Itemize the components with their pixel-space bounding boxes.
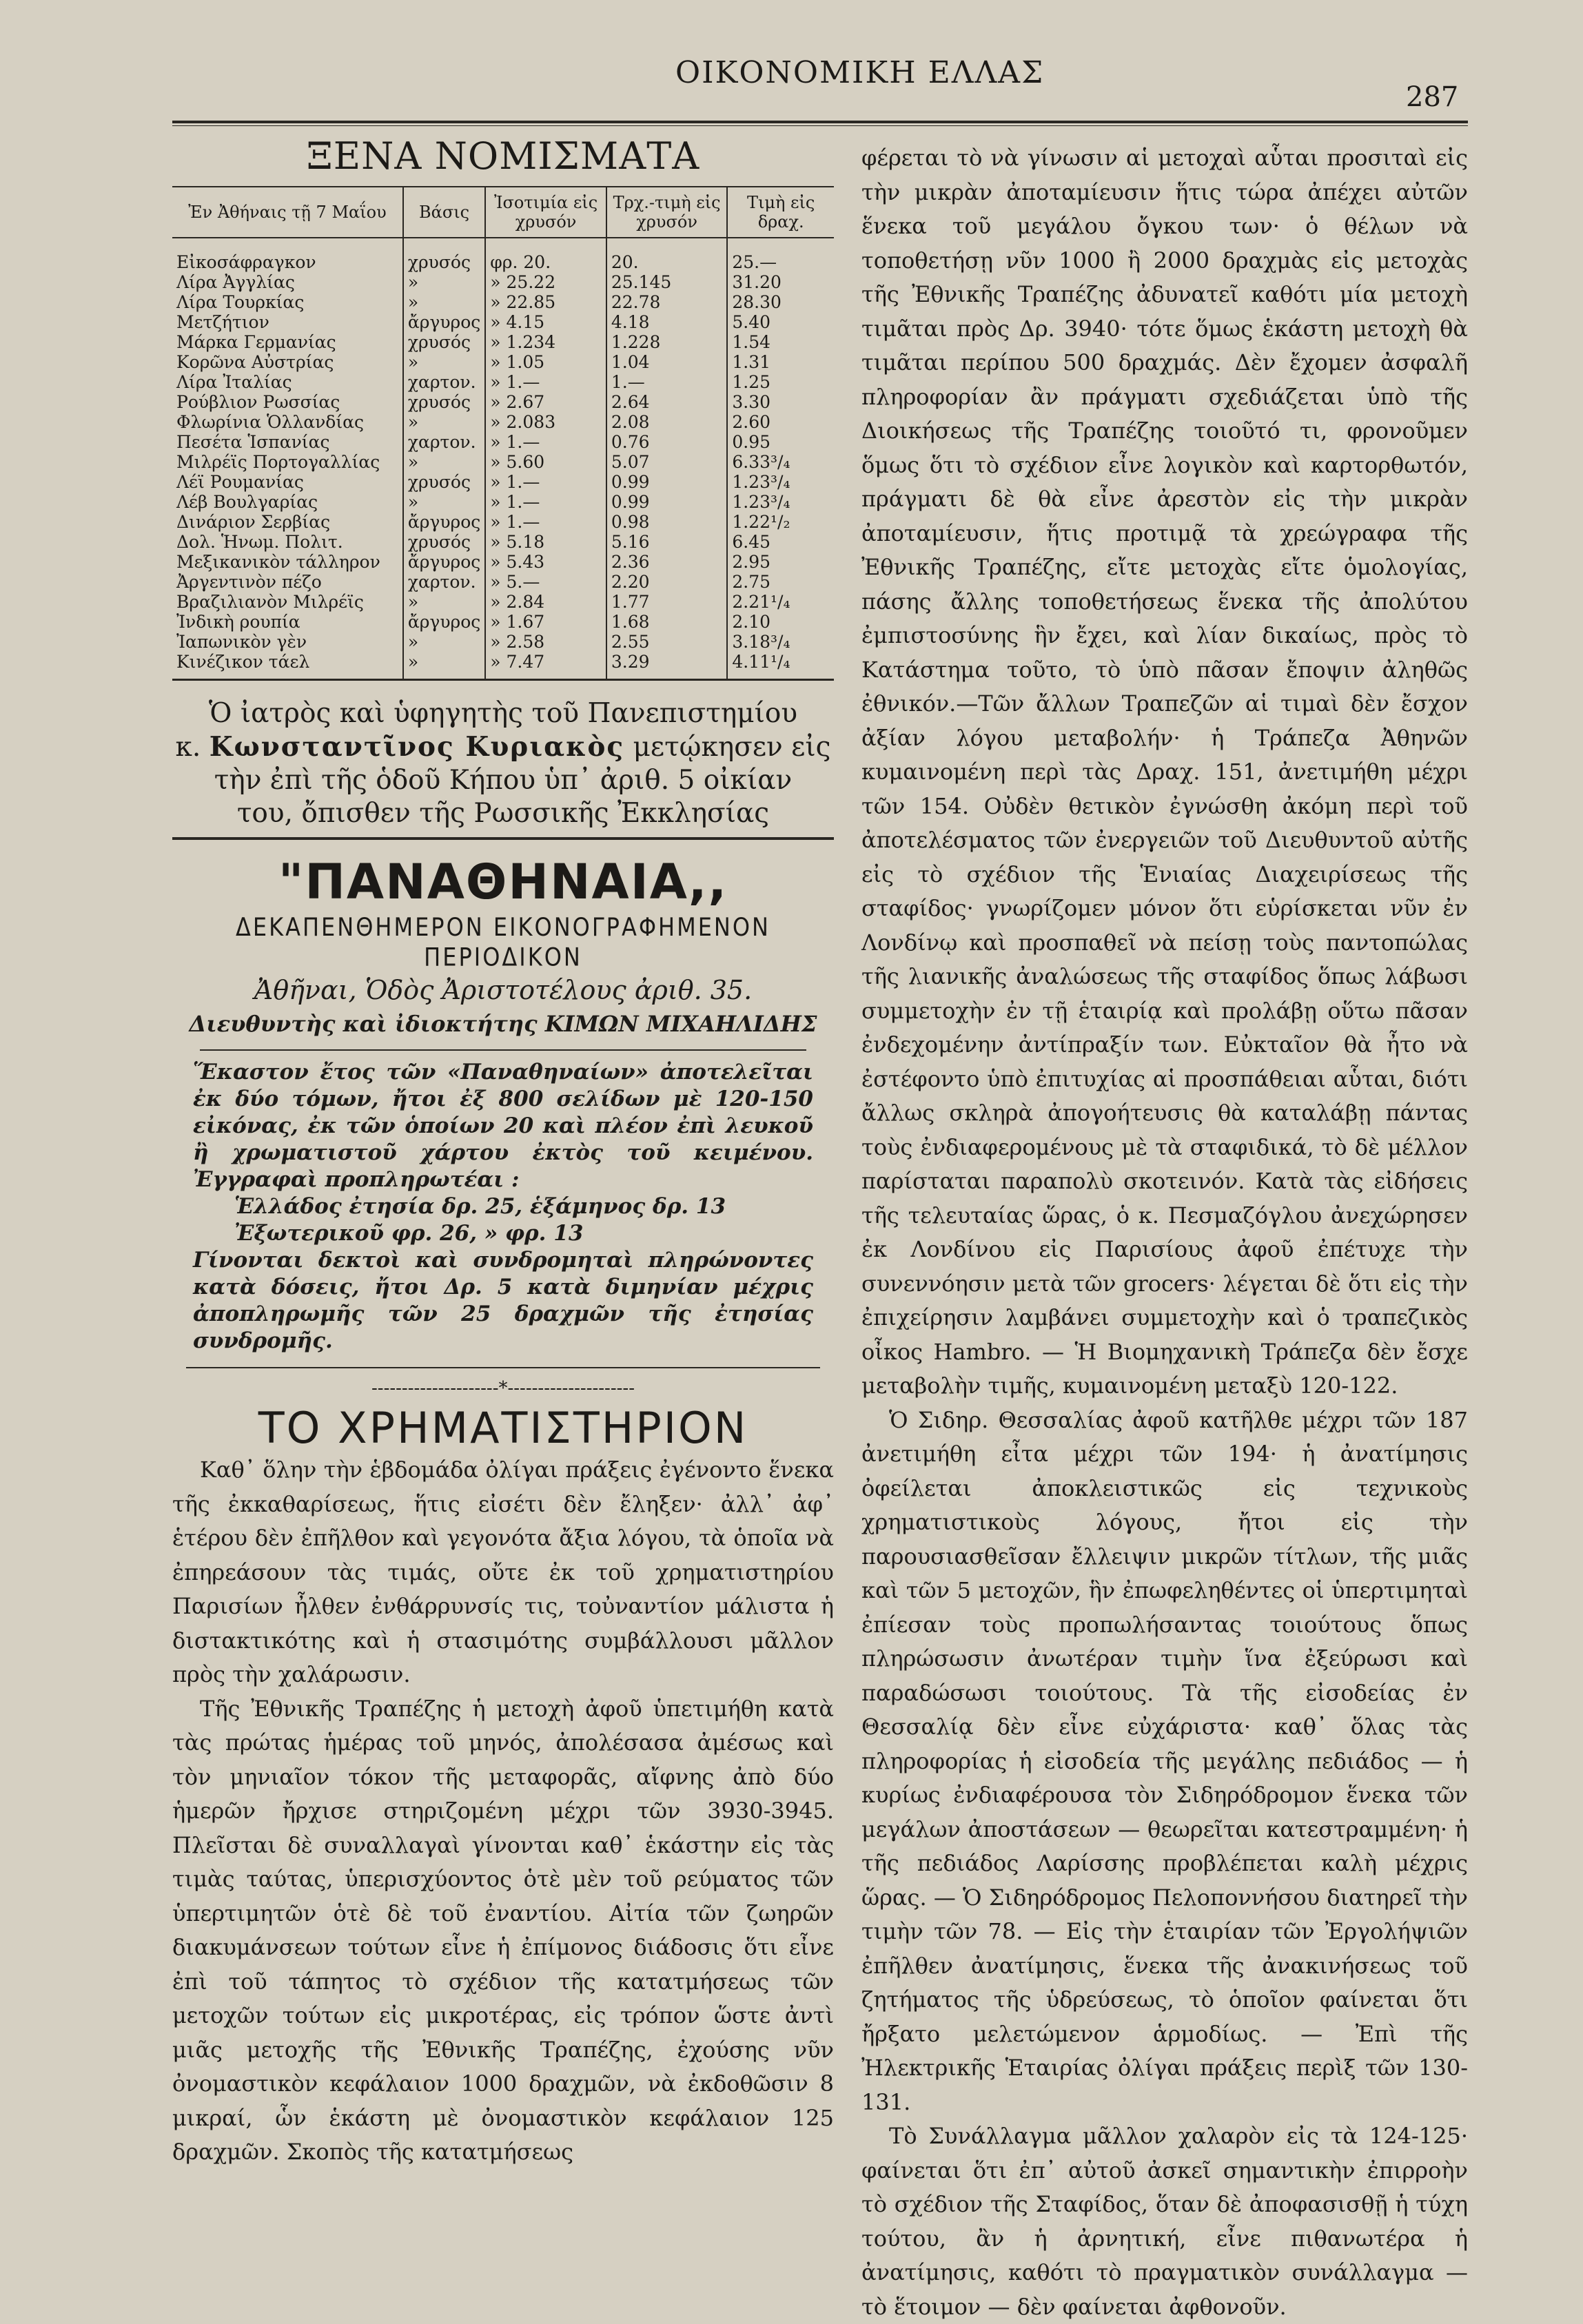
currency-parity: » 5.18	[485, 532, 606, 552]
col-header-market: Τρχ.-τιμὴ εἰς χρυσόν	[606, 187, 728, 238]
currency-name: Λίρα Τουρκίας	[176, 292, 305, 312]
currency-name: Δινάριον Σερβίας	[176, 512, 331, 532]
currency-basis: »	[403, 352, 485, 372]
table-row	[172, 612, 834, 632]
table-row	[172, 552, 834, 572]
currency-market: 3.29	[606, 652, 728, 680]
table-row	[172, 292, 834, 312]
currency-market: 1.68	[606, 612, 728, 632]
currency-price: 1.31	[727, 352, 834, 372]
currency-market: 1.—	[606, 372, 728, 392]
col-header-date: Ἐν Ἀθήναις τῇ 7 Μαΐου	[172, 187, 403, 238]
currency-price: 1.25	[727, 372, 834, 392]
currency-basis: χρυσός	[403, 238, 485, 272]
currency-name: Ρούβλιον Ρωσσίας	[176, 392, 340, 412]
currency-price: 1.54	[727, 332, 834, 352]
header-rule	[172, 121, 1468, 123]
currency-parity: » 22.85	[485, 292, 606, 312]
currency-market: 2.64	[606, 392, 728, 412]
currency-basis: χρυσός	[403, 332, 485, 352]
header-rule-thin	[172, 125, 1468, 126]
currency-parity: » 25.22	[485, 272, 606, 292]
ad-price-abroad: Ἐξωτερικοῦ φρ. 26, » φρ. 13	[234, 1221, 584, 1246]
left-paragraph-2: Τῆς Ἐθνικῆς Τραπέζης ἡ μετοχὴ ἀφοῦ ὑπετιμήθη κατὰ τὰς πρώτας ἡμέρας τοῦ μηνός, ἀπολέσασα ἀμέσως καὶ τὸν μηνιαῖον τόκον τῆς μεταφορᾶς, αἴφνης ἀπὸ δύο ἡμερῶν ἤρχισε στηριζομένη μέχρι τῶν 3930-3945. Πλεῖσται δὲ συναλλαγαὶ γίνονται καθ᾽ ἑκάστην εἰς τὰς τιμὰς ταύτας, ὑπερισχύοντος ὁτὲ μὲν τοῦ ρεύματος τῶν ὑπερτιμητῶν ὁτὲ δὲ τοῦ ἐναντίου. Αἰτία τῶν ζωηρῶν διακυμάνσεων τούτων εἶνε ἡ ἐπίμονος διάδοσις ὅτι εἶνε ἐπὶ τοῦ τάπητος τὸ σχέδιον τῆς κατατμήσεως τῶν μετοχῶν τούτων εἰς μικροτέρας, εἰς τρόπον ὥστε ἀντὶ μιᾶς μετοχῆς τῆς Ἐθνικῆς Τραπέζης, ἐχούσης νῦν ὀνομαστικὸν κεφάλαιον 1000 δραχμῶν, νὰ ἐκδοθῶσιν 8 μικραί, ὧν ἑκάστη μὲ ὀνομαστικὸν κεφάλαιον 125 δραχμῶν. Σκοπὸς τῆς κατατμήσεως	[172, 1695, 834, 2165]
currency-parity: » 1.—	[485, 492, 606, 512]
currencies-table	[172, 186, 834, 681]
table-row	[172, 592, 834, 612]
table-row	[172, 652, 834, 680]
ad-bottom-rule	[186, 1367, 820, 1368]
currency-name: Κινέζικον τάελ	[172, 652, 403, 680]
currency-name: Ἰνδικὴ ρουπία	[176, 612, 300, 632]
table-row	[172, 472, 834, 492]
currency-price: 1.23³/₄	[727, 472, 834, 492]
currency-name: Δολ. Ἡνωμ. Πολιτ.	[176, 532, 343, 552]
currency-price: 2.21¹/₄	[727, 592, 834, 612]
currency-basis: χαρτον.	[403, 432, 485, 452]
currency-parity: » 1.234	[485, 332, 606, 352]
panathinaia-ad	[172, 854, 834, 1368]
currency-basis: χρυσός	[403, 392, 485, 412]
currency-price: 5.40	[727, 312, 834, 332]
currency-name: Εἰκοσάφραγκον	[176, 252, 316, 272]
currency-name: Φλωρίνια Ὁλλανδίας	[176, 412, 365, 432]
currency-parity: » 4.15	[485, 312, 606, 332]
table-row	[172, 492, 834, 512]
section-title: ΤΟ ΧΡΗΜΑΤΙΣΤΗΡΙΟΝ	[258, 1403, 748, 1453]
currency-parity: » 2.67	[485, 392, 606, 412]
currency-basis: χρυσός	[403, 472, 485, 492]
currencies-header-row	[172, 187, 834, 238]
currency-price: 6.45	[727, 532, 834, 552]
currency-name: Βραζιλιανὸν Μιλρέϊς	[176, 592, 364, 612]
currency-market: 5.16	[606, 532, 728, 552]
table-row	[172, 272, 834, 292]
col-header-price: Τιμὴ εἰς δραχ.	[727, 187, 834, 238]
currency-price: 0.95	[727, 432, 834, 452]
ad-price-greece: Ἑλλάδος ἐτησία δρ. 25, ἑξάμηνος δρ. 13	[234, 1194, 726, 1219]
currency-price: 6.33³/₄	[727, 452, 834, 472]
ad-address: Ἀθῆναι, Ὁδὸς Ἀριστοτέλους ἀριθ. 35.	[254, 975, 753, 1005]
currency-price: 3.30	[727, 392, 834, 412]
table-row	[172, 432, 834, 452]
currency-market: 0.99	[606, 472, 728, 492]
currency-parity: » 1.05	[485, 352, 606, 372]
currency-price: 1.22¹/₂	[727, 512, 834, 532]
currency-market: 1.04	[606, 352, 728, 372]
currency-name: Λίρα Ἀγγλίας	[176, 272, 295, 292]
currency-name: Πεσέτα Ἱσπανίας	[176, 432, 330, 452]
currency-price: 25.—	[727, 238, 834, 272]
currency-name: Μάρκα Γερμανίας	[176, 332, 336, 352]
ad-body-1: Ἕκαστον ἔτος τῶν «Παναθηναίων» ἀποτελεῖται ἐκ δύο τόμων, ἤτοι ἐξ 800 σελίδων μὲ 120-150 εἰκόνας, ἐκ τῶν ὁποίων 20 καὶ πλέον ἐπὶ λευκοῦ ἢ χρωματιστοῦ χάρτου ἐκτὸς τοῦ κειμένου. Ἐγγραφαὶ προπληρωτέαι :	[193, 1060, 813, 1192]
currency-market: 20.	[606, 238, 728, 272]
table-row	[172, 312, 834, 332]
currency-parity: » 2.083	[485, 412, 606, 432]
currency-basis: χρυσός	[403, 532, 485, 552]
currency-basis: »	[403, 492, 485, 512]
table-row	[172, 452, 834, 472]
notice-line-2	[172, 730, 834, 764]
currency-price: 1.23³/₄	[727, 492, 834, 512]
currency-market: 2.08	[606, 412, 728, 432]
currency-price: 31.20	[727, 272, 834, 292]
col-header-basis: Βάσις	[403, 187, 485, 238]
currency-parity: » 5.—	[485, 572, 606, 592]
currency-market: 5.07	[606, 452, 728, 472]
notice-line-1: Ὁ ἰατρὸς καὶ ὑφηγητὴς τοῦ Πανεπιστημίου	[208, 698, 798, 729]
currency-name: Λέϊ Ρουμανίας	[176, 472, 304, 492]
currency-basis: ἄργυρος	[403, 312, 485, 332]
page-number: 287	[1406, 81, 1459, 113]
currency-basis: »	[403, 412, 485, 432]
currency-name: Ἰαπωνικὸν γὲν	[176, 632, 307, 652]
ad-title: "ΠΑΝΑΘΗΝΑΙΑ,,	[278, 854, 728, 910]
doctor-notice	[172, 697, 834, 830]
ad-rule	[200, 1049, 806, 1051]
currency-parity: » 5.60	[485, 452, 606, 472]
currency-name: Λέβ Βουλγαρίας	[176, 492, 318, 512]
left-column	[172, 127, 834, 2170]
table-row	[172, 392, 834, 412]
currency-market: 2.55	[606, 632, 728, 652]
currency-basis: χαρτον.	[403, 372, 485, 392]
currency-basis: »	[403, 292, 485, 312]
ad-body-2: Γίνονται δεκτοὶ καὶ συνδρομηταὶ πληρώνοντες κατὰ δόσεις, ἤτοι Δρ. 5 κατὰ διμηνίαν μέχρις ἀποπληρωμῆς τῶν 25 δραχμῶν τῆς ἐτησίας συνδρομῆς.	[193, 1248, 813, 1353]
currency-price: 2.60	[727, 412, 834, 432]
currency-parity: » 1.—	[485, 512, 606, 532]
currencies-title: ΞΕΝΑ ΝΟΜΙΣΜΑΤΑ	[306, 134, 700, 178]
currency-price: 2.10	[727, 612, 834, 632]
notice-prefix: κ.	[175, 732, 201, 763]
currency-basis: χαρτον.	[403, 572, 485, 592]
right-column	[861, 141, 1468, 2324]
table-row	[172, 372, 834, 392]
currency-price: 2.95	[727, 552, 834, 572]
right-paragraph-3: Τὸ Συνάλλαγμα μᾶλλον χαλαρὸν εἰς τὰ 124-125· φαίνεται ὅτι ἐπ᾽ αὐτοῦ ἀσκεῖ σημαντικὴν ἐπιρροὴν τὸ σχέδιον τῆς Σταφίδος, ὅταν δὲ ἀποφασισθῇ ἡ τύχη τούτου, ἂν ἡ ἀρνητική, εἶνε πιθανωτέρα ἡ ἀνατίμησις, καθότι τὸ πραγματικὸν συνάλλαγμα — τὸ ἕτοιμον — δὲν φαίνεται ἀφθονοῦν.	[861, 2123, 1468, 2320]
currency-basis: ἄργυρος	[403, 552, 485, 572]
col-header-parity: Ἰσοτιμία εἰς χρυσόν	[485, 187, 606, 238]
currencies-body	[172, 238, 834, 680]
notice-rule	[172, 837, 834, 840]
running-title: ΟΙΚΟΝΟΜΙΚΗ ΕΛΛΑΣ	[675, 55, 1045, 90]
currency-parity: » 1.—	[485, 372, 606, 392]
table-row	[172, 412, 834, 432]
currency-price: 28.30	[727, 292, 834, 312]
notice-suffix: μετῴκησεν εἰς	[633, 732, 831, 763]
ad-body	[172, 1059, 834, 1355]
ad-subtitle: ΔΕΚΑΠΕΝΘΗΜΕΡΟΝ ΕΙΚΟΝΟΓΡΑΦΗΜΕΝΟΝ ΠΕΡΙΟΔΙΚΟΝ	[236, 912, 770, 972]
currency-basis: »	[403, 652, 485, 680]
currency-name: Μεξικανικὸν τάλληρον	[176, 552, 380, 572]
currency-basis: ἄργυρος	[403, 512, 485, 532]
currency-parity: φρ. 20.	[485, 238, 606, 272]
currency-name: Μετζήτιον	[176, 312, 269, 332]
notice-line-4: του, ὄπισθεν τῆς Ρωσσικῆς Ἐκκλησίας	[236, 798, 770, 829]
currency-basis: »	[403, 272, 485, 292]
currency-market: 1.228	[606, 332, 728, 352]
section-separator: ---------------------*---------------------	[371, 1378, 635, 1399]
currency-name: Κορῶνα Αὐστρίας	[176, 352, 334, 372]
currency-price: 3.18³/₄	[727, 632, 834, 652]
right-paragraph-1: φέρεται τὸ νὰ γίνωσιν αἱ μετοχαὶ αὗται προσιταὶ εἰς τὴν μικρὰν ἀποταμίευσιν ἥτις τώρα ἀπέχει αὐτῶν ἕνεκα τοῦ μεγάλου ὄγκου των· ὁ θέλων νὰ τοποθετήσῃ νῦν 1000 ἢ 2000 δραχμὰς εἰς μετοχὰς τῆς Ἐθνικῆς Τραπέζης ἀδυνατεῖ καθότι μία μετοχὴ τιμᾶται πρὸς Δρ. 3940· τότε ὅμως ἑκάστη μετοχὴ θὰ τιμᾶται περίπου 500 δραχμάς. Δὲν ἔχομεν ἀσφαλῆ πληροφορίαν ἂν πράγματι σχεδιάζεται ὑπὸ τῆς Διοικήσεως τῆς Τραπέζης τοιοῦτό τι, φρονοῦμεν ὅμως ὅτι τὸ σχέδιον εἶνε λογικὸν καὶ καρτορθωτόν, πράγματι δὲ θὰ εἶνε ἀρεστὸν εἰς τὴν μικρὰν ἀποταμίευσιν, ἥτις προτιμᾷ τὰ χρεώγραφα τῆς Ἐθνικῆς Τραπέζης, εἴτε μετοχὰς εἴτε ὁμολογίας, πάσης ἄλλης τοποθετήσεως ἕνεκα τῆς ἀπολύτου ἐμπιστοσύνης ἣν ἔχει, καὶ λίαν δικαίως, πρὸς τὸ Κατάστημα τοῦτο, τὸ ὑπὸ πᾶσαν ἔποψιν ἀληθῶς ἐθνικόν.—Τῶν ἄλλων Τραπεζῶν αἱ τιμαὶ δὲν ἔσχον ἀξίαν λόγου μεταβολήν· ἡ Τράπεζα Ἀθηνῶν κυμαινομένη περὶ τὰς Δραχ. 151, ἀνετιμήθη μέχρι τῶν 154. Οὐδὲν θετικὸν ἐγνώσθη ἀκόμη περὶ τοῦ ἀποτελέσματος τῶν ἐνεργειῶν τοῦ Διευθυντοῦ αὐτῆς εἰς τὸ σχέδιον τῆς Ἑνιαίας Διαχειρίσεως τῆς σταφίδος· γνωρίζομεν μόνον ὅτι εὑρίσκεται νῦν ἐν Λονδίνῳ καὶ προσπαθεῖ νὰ πείσῃ τοὺς παντοπώλας τῆς λιανικῆς ἀναλώσεως τῆς σταφίδος ὅπως λάβωσι συμμετοχὴν ἐν τῇ ἑταιρίᾳ καὶ προλάβῃ οὕτω πᾶσαν ἐνδεχομένην ἀντίπραξίν των. Εὐκταῖον θὰ ἦτο νὰ ἐστέφοντο ὑπὸ ἐπιτυχίας αἱ προσπάθειαι αὗται, διότι ἄλλως σκληρὰ ἀπογοήτευσις θὰ καταλάβῃ πάντας τοὺς ἐνδιαφερομένους μὲ τὰ σταφιδικά, τὸ δὲ μέλλον παρίσταται παραπολὺ σκοτεινόν. Κατὰ τὰς εἰδήσεις τῆς τελευταίας ὥρας, ὁ κ. Πεσμαζόγλου ἀνεχώρησεν ἐκ Λονδίνου εἰς Παρισίους ἀφοῦ ἐπέτυχε τὴν συνεννόησιν μετὰ τῶν grocers· λέγεται δὲ ὅτι εἰς τὴν ἐπιχείρησιν λαμβάνει συμμετοχὴν καὶ ὁ τραπεζικὸς οἶκος Hambro. — Ἡ Βιομηχανικὴ Τράπεζα δὲν ἔσχε μεταβολὴν τιμῆς, κυμαινομένη μεταξὺ 120-122.	[861, 145, 1468, 1399]
table-row	[172, 352, 834, 372]
notice-line-3: τὴν ἐπὶ τῆς ὁδοῦ Κήπου ὑπ᾽ ἀριθ. 5 οἰκίαν	[214, 765, 793, 796]
currency-name: Λίρα Ἰταλίας	[176, 372, 292, 392]
currency-basis: »	[403, 632, 485, 652]
table-row	[172, 532, 834, 552]
right-article	[861, 141, 1468, 2324]
currency-price: 4.11¹/₄	[727, 652, 834, 680]
currency-parity: » 5.43	[485, 552, 606, 572]
currency-basis: »	[403, 592, 485, 612]
currency-parity: » 2.84	[485, 592, 606, 612]
notice-name: Κωνσταντῖνος Κυριακὸς	[209, 731, 625, 763]
table-row	[172, 238, 834, 272]
currency-basis: ἄργυρος	[403, 612, 485, 632]
table-row	[172, 332, 834, 352]
table-row	[172, 512, 834, 532]
table-row	[172, 572, 834, 592]
currency-market: 25.145	[606, 272, 728, 292]
currency-market: 4.18	[606, 312, 728, 332]
currency-market: 0.76	[606, 432, 728, 452]
currency-price: 2.75	[727, 572, 834, 592]
right-paragraph-2: Ὁ Σιδηρ. Θεσσαλίας ἀφοῦ κατῆλθε μέχρι τῶν 187 ἀνετιμήθη εἶτα μέχρι τῶν 194· ἡ ἀνατίμησις ὀφείλεται ἀποκλειστικῶς εἰς τεχνικοὺς χρηματιστικοὺς λόγους, ἤτοι εἰς τὴν παρουσιασθεῖσαν ἔλλειψιν μικρῶν τίτλων, τῆς μιᾶς καὶ τῶν 5 μετοχῶν, ἣν ἐπωφεληθέντες οἱ ὑπερτιμηταὶ ἐπίεσαν τοὺς προπωλήσαντας τοιούτους ὅπως πληρώσωσιν ἀνωτέραν τιμὴν ἵνα ἐξεύρωσι καὶ παραδώσωσι τοιούτους. Τὰ τῆς εἰσοδείας ἐν Θεσσαλίᾳ δὲν εἶνε εὐχάριστα· καθ᾽ ὅλας τὰς πληροφορίας ἡ εἰσοδεία τῆς μεγάλης πεδιάδος — ἡ κυρίως ἐνδιαφέρουσα τὸν Σιδηρόδρομον ἕνεκα τῶν μεγάλων ἀποστάσεων — θεωρεῖται κατεστραμμένη· ἡ τῆς πεδιάδος Λαρίσσης προβλέπεται καλὴ μέχρις ὥρας. — Ὁ Σιδηρόδρομος Πελοποννήσου διατηρεῖ τὴν τιμὴν τῶν 78. — Εἰς τὴν ἑταιρίαν τῶν Ἐργολήψιῶν ἐπῆλθεν ἀνατίμησις, ἕνεκα τῆς ἀνακινήσεως τοῦ ζητήματος τῆς ὑδρεύσεως, τὸ ὁποῖον φαίνεται ὅτι ἤρξατο μελετώμενον ἁρμοδίως. — Ἐπὶ τῆς Ἠλεκτρικῆς Ἑταιρίας ὀλίγαι πράξεις περὶξ τῶν 130-131.	[861, 1406, 1468, 2115]
currency-name: Μιλρέϊς Πορτογαλλίας	[176, 452, 380, 472]
left-paragraph-1: Καθ᾽ ὅλην τὴν ἑβδομάδα ὀλίγαι πράξεις ἐγένοντο ἕνεκα τῆς ἐκκαθαρίσεως, ἥτις εἰσέτι δὲν ἔληξεν· ἀλλ᾽ ἀφ᾽ ἑτέρου δὲν ἐπῆλθον καὶ γεγονότα ἄξια λόγου, τὰ ὁποῖα νὰ ἐπηρεάσουν τὰς τιμάς, οὔτε ἐκ τοῦ χρηματιστηρίου Παρισίων ἦλθεν ἐνθάρρυνσίς τις, τοὐναντίον μάλιστα ἡ διστακτικότης καὶ ἡ στασιμότης συμβάλλουσι μᾶλλον πρὸς τὴν χαλάρωσιν.	[172, 1457, 834, 1687]
table-row	[172, 632, 834, 652]
currency-market: 22.78	[606, 292, 728, 312]
currency-name: Ἀργεντινὸν πέζο	[176, 572, 322, 592]
currency-parity: » 1.—	[485, 472, 606, 492]
ad-director: Διευθυντὴς καὶ ἰδιοκτήτης ΚΙΜΩΝ ΜΙΧΑΗΛΙΔΗΣ	[189, 1011, 817, 1037]
currency-parity: » 1.—	[485, 432, 606, 452]
currency-parity: » 2.58	[485, 632, 606, 652]
left-article	[172, 1453, 834, 2170]
currency-market: 2.36	[606, 552, 728, 572]
currency-market: 0.98	[606, 512, 728, 532]
currency-market: 0.99	[606, 492, 728, 512]
currency-market: 1.77	[606, 592, 728, 612]
currency-parity: » 1.67	[485, 612, 606, 632]
currency-market: 2.20	[606, 572, 728, 592]
currency-basis: »	[403, 452, 485, 472]
currency-parity: » 7.47	[485, 652, 606, 680]
